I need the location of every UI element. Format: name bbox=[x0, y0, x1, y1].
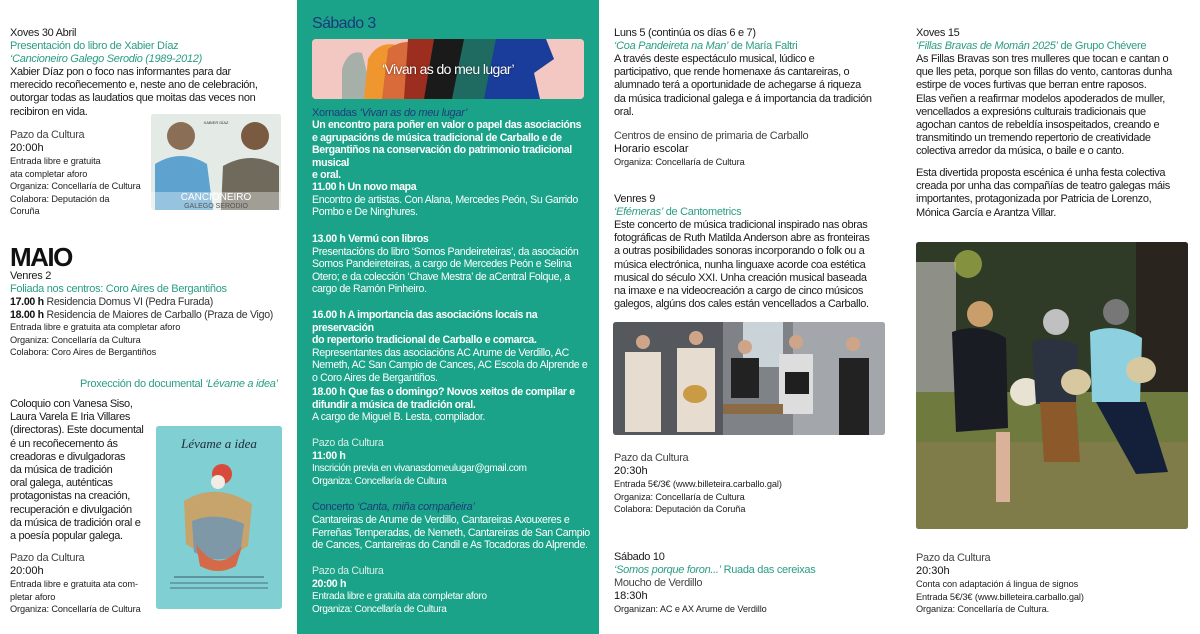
info-time: 11:00 h bbox=[312, 450, 346, 462]
svg-text:CANCIONEIRO: CANCIONEIRO bbox=[180, 192, 252, 203]
event-title: Presentación do libro de Xabier Díaz bbox=[10, 40, 179, 52]
event-time: 20:00h bbox=[10, 142, 44, 154]
event-venue: Centros de ensino de primaria de Carballo bbox=[614, 130, 809, 142]
event-description: Este concerto de música tradicional inspirado nas obras fotográficas de Ruth Matilda Anderson abre as fronteiras a outras posibilidades sonoras incorporando o folk ou a música electrónica, nunha linguaxe acorde coa estética musical do século XXI. Unha creación musical baseada na imaxe e na videocreación a cargo de cinco músicos galegos, algúns dos cales están vencellados a Carballo. bbox=[614, 219, 870, 311]
performers-photo-icon bbox=[916, 242, 1188, 529]
cancioneiro-book-cover bbox=[151, 114, 281, 210]
book-cover-photo-icon bbox=[151, 114, 281, 210]
session-3: 16.00 h A importancia das asociacións locais na preservación do repertorio tradicional de Carballo e comarca. Representantes das asociacións AC Arume de Verdillo, AC Nemeth, AC San Campio de Cances, AC Escola do Alprende e o Coro Aires de Bergantiños. bbox=[312, 309, 588, 384]
event-times: 17.00 h Residencia Domus VI (Pedra Furada) 18.00 h Residencia de Maiores de Carballo (Praza de Vigo) bbox=[10, 296, 274, 321]
event-venue: Pazo da Cultura bbox=[614, 452, 689, 464]
info-time: 20:00 h bbox=[312, 578, 347, 590]
info-details: Inscrición previa en vivanasdomeulugar@gmail.com Organiza: Concellaría de Cultura bbox=[312, 463, 527, 487]
fillas-bravas-photo bbox=[916, 242, 1188, 529]
event-title: ‘Coa Pandeireta na Man’ de María Faltri bbox=[614, 40, 798, 52]
vivan-banner bbox=[312, 39, 584, 99]
info-venue: Pazo da Cultura bbox=[312, 565, 384, 577]
poster-illustration-icon bbox=[156, 426, 282, 609]
event-time: 20:30h bbox=[614, 465, 648, 477]
event-title: ‘Efémeras’ de Cantometrics bbox=[614, 206, 742, 218]
day-heading: Sábado 3 bbox=[312, 15, 376, 32]
event-description: As Fillas Bravas son tres mulleres que tocan e cantan o que lles peta, porque son fillas do vento, cantoras dunha estirpe de voces furtivas que berran entre raposos. Elas veñen a reafirmar modelos apoderados de muller, vencellados a expresións culturais tradicionais que agochan cantos de rebeldía insospeitados, creando e transmitindo un tremendo repertorio de creatividade colectiva arredor da música, o baile e o canto. bbox=[916, 53, 1172, 158]
cantometrics-band-photo bbox=[613, 322, 885, 435]
event-details: Entrada 5€/3€ (www.billeteira.carballo.gal) Organiza: Concellaría de Cultura Colabora: Deputación da Coruña bbox=[614, 479, 782, 514]
event-time: 20:30h bbox=[916, 565, 950, 577]
svg-text:GALEGO SERODIO: GALEGO SERODIO bbox=[184, 203, 248, 210]
xornadas-description: Un encontro para poñer en valor o papel das asociacións e agrupacións de música tradicional de Carballo e de Bergantiños na conservación do patrimonio tradicional musical e oral. bbox=[312, 119, 582, 182]
event-title: Foliada nos centros: Coro Aires de Bergantiños bbox=[10, 283, 227, 295]
event-day: Venres 9 bbox=[614, 193, 656, 205]
column-4 bbox=[900, 0, 1200, 634]
event-description: Coloquio con Vanesa Siso, Laura Varela E Iria Villares (directoras). Este documental é un recoñecemento ás creadoras e divulgadoras da música de tradición oral galega, auténticas protagonistas na creación, recuperación e divulgación da música de tradición oral e a poesía popular galega. bbox=[10, 398, 144, 543]
session-1: 11.00 h Un novo mapa Encontro de artistas. Con Alana, Mercedes Peón, Su Garrido Pombo e De Ninghures. bbox=[312, 181, 578, 219]
banner-title: ‘Vivan as do meu lugar’ bbox=[382, 61, 514, 77]
event-day: Xoves 30 Abril bbox=[10, 27, 77, 39]
event-day: Sábado 10 bbox=[614, 551, 665, 563]
event-details: Organiza: Concellaría de Cultura bbox=[614, 157, 745, 167]
event-venue: Pazo da Cultura bbox=[916, 552, 991, 564]
month-heading: MAIO bbox=[10, 242, 72, 272]
event-venue: Pazo da Cultura bbox=[10, 552, 85, 564]
event-day: Venres 2 bbox=[10, 270, 52, 282]
column-1 bbox=[0, 0, 297, 634]
band-photo-icon bbox=[613, 322, 885, 435]
event-time: 20:00h bbox=[10, 565, 44, 577]
event-time: Horario escolar bbox=[614, 143, 689, 155]
event-description-2: Esta divertida proposta escénica é unha festa colectiva creada por unha das compañías de teatro galegas máis importantes, protagonizada por Patricia de Lorenzo, Mónica García e Arantza Villar. bbox=[916, 167, 1170, 219]
event-day: Luns 5 (continúa os días 6 e 7) bbox=[614, 27, 756, 39]
event-day: Xoves 15 bbox=[916, 27, 960, 39]
event-venue: Pazo da Cultura bbox=[10, 129, 85, 141]
xornadas-title: Xornadas ‘Vivan as do meu lugar’ bbox=[312, 107, 468, 119]
event-description: A través deste espectáculo musical, lúdico e participativo, que rende homenaxe ás cantareiras, o alumnado terá a oportunidade de achegarse á riqueza da música tradicional galega e á importancia da tradición oral. bbox=[614, 53, 872, 118]
svg-text:Lévame a idea: Lévame a idea bbox=[181, 436, 257, 451]
event-title: ‘Fillas Bravas de Momán 2025’ de Grupo Chévere bbox=[916, 40, 1147, 52]
event-details: Entrada libre e gratuita ata completar aforo Organiza: Concellaría de Cultura Colabora: Deputación da Coruña bbox=[10, 156, 141, 216]
event-title: ‘Somos porque foron...’ Ruada das cereixas bbox=[614, 564, 816, 576]
event-details: Organizan: AC e AX Arume de Verdillo bbox=[614, 604, 767, 614]
svg-text:XABIER DÍAZ: XABIER DÍAZ bbox=[203, 120, 229, 125]
info-venue: Pazo da Cultura bbox=[312, 437, 384, 449]
event-details: Entrada libre e gratuita ata completar aforo Organiza: Concellaría da Cultura Colabora: Coro Aires de Bergantiños bbox=[10, 322, 181, 357]
column-3 bbox=[599, 0, 900, 634]
event-details: Conta con adaptación á lingua de signos Entrada 5€/3€ (www.billeteira.carballo.gal) Organiza: Concellaría de Cultura. bbox=[916, 579, 1084, 614]
event-time: 18:30h bbox=[614, 590, 648, 602]
session-2: 13.00 h Vermú con libros Presentacións do libro ‘Somos Pandeireteiras’, da asociación Somos Pandeireteiras, a cargo de Mercedes Peón e Selina Otero; e da colección ‘Chave Mestra’ de aCentral Folque, a cargo de Ramón Pinheiro. bbox=[312, 233, 579, 296]
event-venue: Moucho de Verdillo bbox=[614, 577, 703, 589]
column-2-teal-panel bbox=[297, 0, 599, 634]
session-4: 18.00 h Que fas o domingo? Novos xeitos de compilar e difundir a música de tradición oral. A cargo de Miguel B. Lesta, compilador. bbox=[312, 386, 575, 424]
event-title: Proxección do documental ‘Lévame a idea’ bbox=[80, 378, 278, 390]
concert-title: Concerto ‘Canta, miña compañeira’ bbox=[312, 501, 475, 513]
event-description: Xabier Díaz pon o foco nas informantes para dar merecido recoñecemento e, neste ano de celebración, outorgar todas as laudatios que moitas das veces non recibiron en vida. bbox=[10, 66, 258, 118]
levame-a-idea-poster bbox=[156, 426, 282, 609]
event-subtitle: ‘Cancioneiro Galego Serodio (1989-2012) bbox=[10, 53, 202, 65]
concert-description: Cantareiras de Arume de Verdillo, Cantareiras Axouxeres e Ferreñas Temperadas, de Nemeth, Cantareiras de San Campio de Cances, Cantareiras do Candil e As Tocadoras do Alprende. bbox=[312, 514, 590, 552]
info-details: Entrada libre e gratuita ata completar aforo Organiza: Concellaría de Cultura bbox=[312, 591, 487, 615]
event-details: Entrada libre e gratuita ata com- pletar aforo Organiza: Concellaría de Cultura bbox=[10, 579, 141, 614]
